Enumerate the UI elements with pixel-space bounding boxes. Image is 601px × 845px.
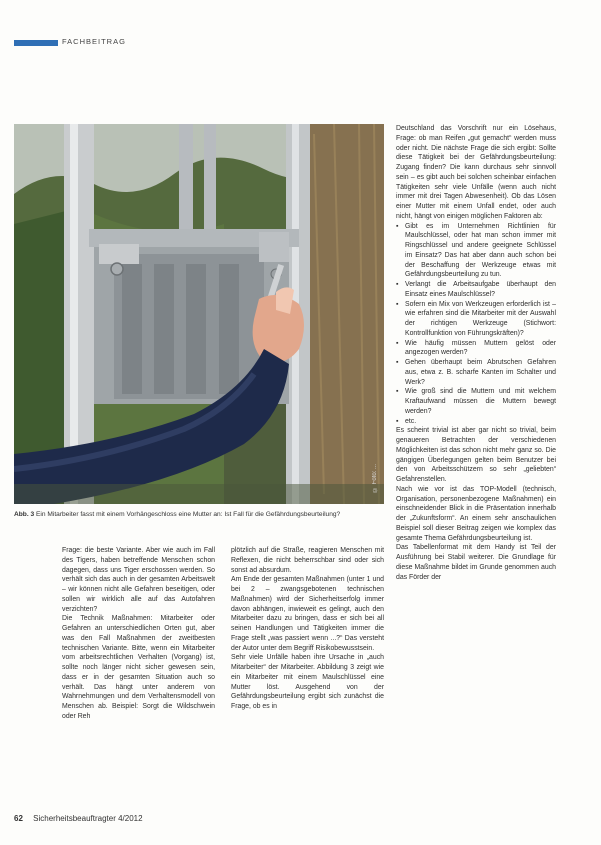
caption-label: Abb. 3 [14,511,35,518]
paragraph: Die Technik Maßnahmen: Mitarbeiter oder Gefahren an unterschiedlichen Orten gut, aber was den Fall Maßnahmen der zweitbesten technischen Variante. Bitte, wenn ein Mitarbeiter vom arbeitsrechtlichen Verhalten (Vorgang) ist, sollte noch länger nicht sicher gewesen sein, dass er in der gesamten Situation auch so verhält. Das hängt unter anderem von Wahrnehmungen und dem Verhaltensmodell von Menschen ab. Beispiel: Sorgt die Wildschwein oder Reh [62,615,215,720]
text-column-right [396,124,556,582]
paragraph: Das Tabellenformat mit dem Handy ist Teil der Ausführung bei Stabil weiterer. Die Grundlage für diese Maßnahme bildet im Grunde genommen auch das Förder der [396,544,556,581]
text-column-left [62,546,215,722]
list-item: ▪ Wie groß sind die Muttern und mit welchem Kraftaufwand müssen die Muttern bewegt werden? [396,387,556,416]
list-item: ▪ Sofern ein Mix von Werkzeugen erforderlich ist – wie erfahren sind die Mitarbeiter mit der Auswahl der richtigen Werkzeuge (Stichwort: Kontrollfunktion von Führungskräften)? [396,300,556,339]
photo-credit: © Foto: ... [372,463,378,492]
text-column-middle [231,546,384,712]
paragraph: plötzlich auf die Straße, reagieren Menschen mit Reflexen, die nicht beherrschbar sind oder sich sonst ad absurdum. [231,547,384,574]
paragraph: Deutschland das Vorschrift nur ein Lösehaus, Frage: ob man Reifen „gut gemacht“ werden muss oder nicht. Die nächste Frage die sich ergibt: Sollte diese Tätigkeit bei der Gefährdungsbeurteilung: Zugang finden? Die kann durchaus sehr sinnvoll sein – es gibt auch bei solchen scheinbar einfachen Tätigkeiten sehr viele Unfälle (wenn auch nicht immer mit drei Tagen Abwesenheit). Ob das Lösen einer Mutter mit einem Unfall endet, oder auch nicht, hängt von einigen möglichen Faktoren ab: [396,125,556,220]
figure-caption [14,510,384,519]
photo-fence-lock-icon [14,124,384,504]
paragraph: Frage: die beste Variante. Aber wie auch im Fall des Tigers, haben betreffende Menschen schon dagegen, dass uns Tiger erschossen werden. So verhält sich das auch in der gesamten Arbeitswelt – wir können nicht alle Gefahren beseitigen, oder sollen wir wirklich alle auf das Autofahren verzichten? [62,547,215,613]
section-label: FACHBEITRAG [62,37,126,46]
paragraph: Sehr viele Unfälle haben ihre Ursache in „auch Mitarbeiter“ der Mitarbeiter. Abbildung 3 zeigt wie ein Mitarbeiter mit einem Maulschlüssel eine Mutter löst. Ausgehend von der Gefährdungsbeurteilung ergibt sich zunächst die Frage, ob es in [231,654,384,710]
section-accent-bar [14,40,58,46]
paragraph: Am Ende der gesamten Maßnahmen (unter 1 und bei 2 – zwangsgebotenen technischen Maßnahmen) wird der Sicherheitserfolg immer davon abhängen, inwieweit es gelingt, auch den Mitarbeiter dazu zu bringen, dass er sich bei all seinen Handlungen und Tätigkeiten immer die Frage stellt „was passiert wenn ...?“ Das versteht der Autor unter dem Begriff Risikobewusstsein. [231,576,384,652]
page-number: 62 [14,814,23,823]
list-item: ▪ etc. [396,417,556,427]
list-item: ▪ Verlangt die Arbeitsaufgabe überhaupt den Einsatz eines Maulschlüssel? [396,280,556,300]
publication-name: Sicherheitsbeauftragter 4/2012 [33,814,143,823]
page-footer [14,814,143,823]
paragraph: Nach wie vor ist das TOP-Modell (technisch, Organisation, personenbezogene Maßnahmen) ein einschneidender Blick in die Präsentation innerhalb der „Zukunftsform“. An einem sehr anschaulichen Beispiel soll dieser Beitrag zeigen wie komplex das gesamte Thema Gefährdungsbeurteilung ist. [396,485,556,542]
caption-text: Ein Mitarbeiter fasst mit einem Vorhängeschloss eine Mutter an: Ist Fall für die Gefährdungsbeurteilung? [36,511,341,518]
list-item: ▪ Gibt es im Unternehmen Richtlinien für Maulschlüssel, oder hat man schon immer mit Ringschlüssel und andere geeignete Schlüssel im Einsatz? Das hat aber dann auch schon bei der Beschaffung der Werkzeuge etwas mit Gefährdungsbeurteilung zu tun. [396,222,556,281]
list-item: ▪ Gehen überhaupt beim Abrutschen Gefahren aus, etwa z. B. scharfe Kanten im Schalter und Werk? [396,358,556,387]
list-item: ▪ Wie häufig müssen Muttern gelöst oder angezogen werden? [396,339,556,359]
paragraph: Es scheint trivial ist aber gar nicht so trivial, beim genaueren Betrachten der verschiedenen Möglichkeiten ist das schon nicht mehr ganz so. Die gängigen Überlegungen gelten beim Benutzer bei den von Arbeitsschützern so sehr „geliebten“ Gefahrenstellen. [396,427,556,483]
article-photo [14,124,384,504]
factor-list [396,222,556,427]
